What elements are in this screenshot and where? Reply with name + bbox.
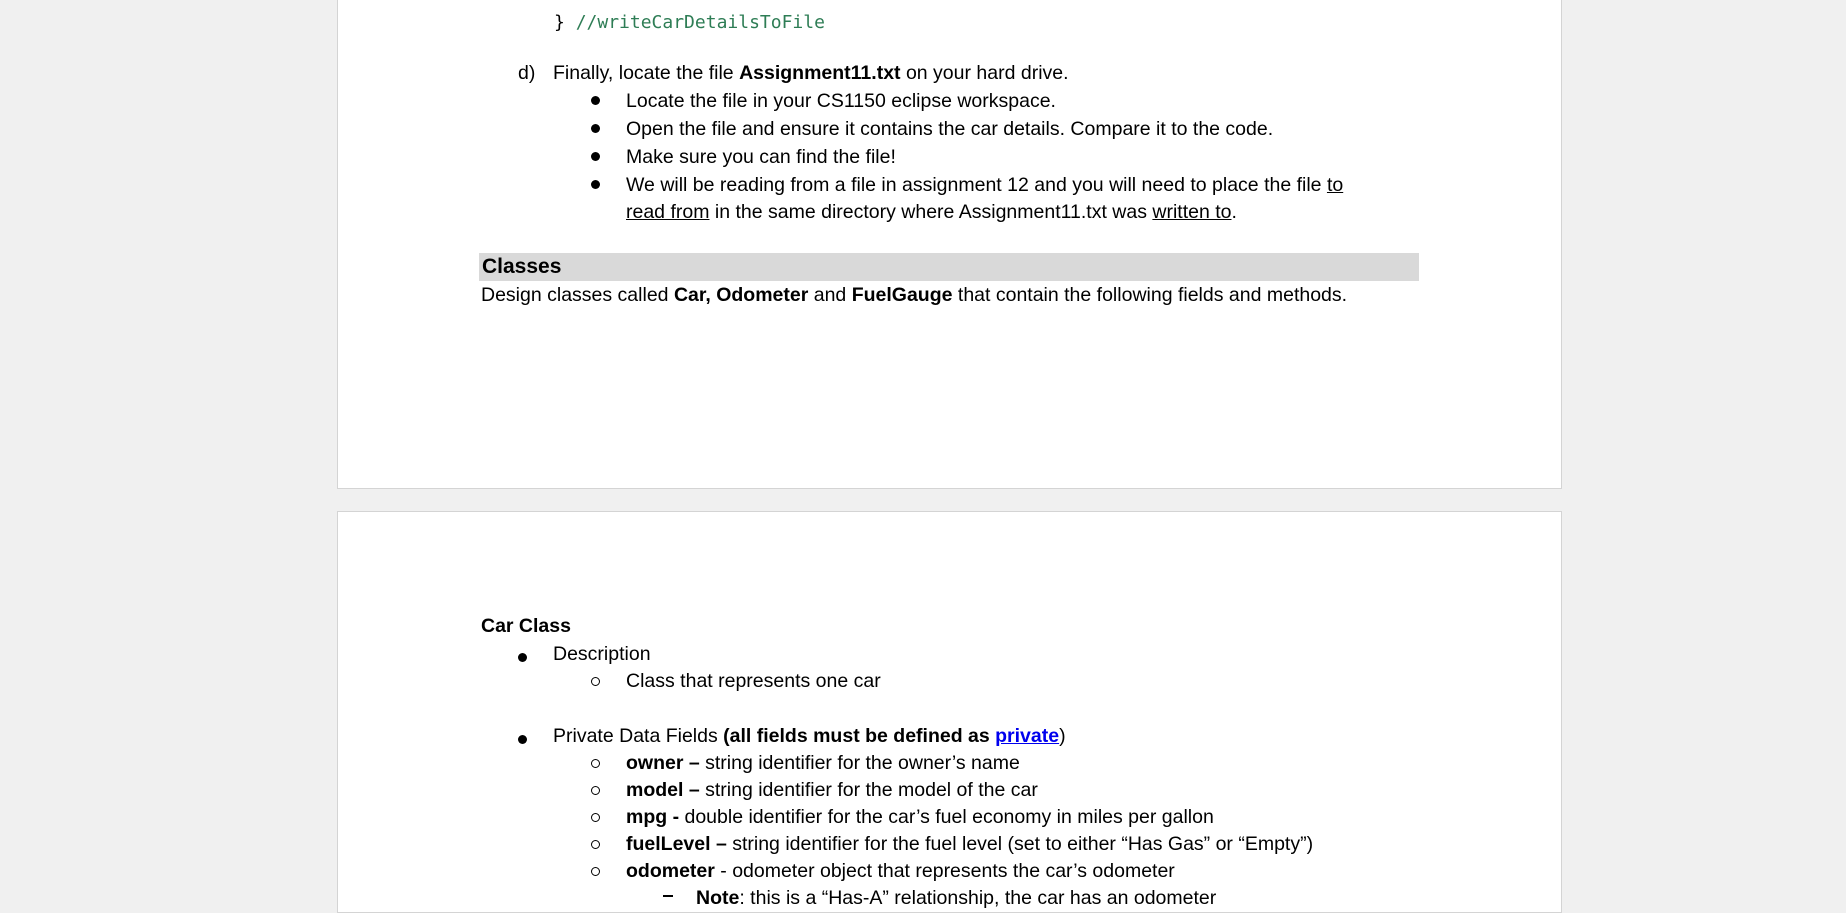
dash-bullet-icon <box>663 895 673 897</box>
list-item: Open the file and ensure it contains the car details. Compare it to the code. <box>626 118 1274 140</box>
private-link[interactable]: private <box>995 725 1060 747</box>
description-item: Class that represents one car <box>626 670 881 692</box>
field-item: owner – string identifier for the owner’s name <box>626 752 1020 774</box>
list-item: Make sure you can find the file! <box>626 146 896 168</box>
filename: Assignment11.txt <box>739 62 901 84</box>
step-d-marker: d) <box>518 62 536 84</box>
classes-heading: Classes <box>482 255 562 278</box>
circle-bullet-icon <box>591 786 600 795</box>
code-comment: //writeCarDetailsToFile <box>575 12 825 33</box>
field-item: odometer - odometer object that represents the car’s odometer <box>626 860 1175 882</box>
circle-bullet-icon <box>591 867 600 876</box>
document-page-1 <box>337 0 1562 489</box>
field-item: fuelLevel – string identifier for the fuel level (set to either “Has Gas” or “Empty”) <box>626 833 1314 855</box>
step-d-text: Finally, locate the file Assignment11.txt on your hard drive. <box>553 62 1069 84</box>
document-page-2 <box>337 511 1562 913</box>
bullet-icon <box>591 96 600 105</box>
bullet-icon <box>518 735 527 744</box>
classes-intro: Design classes called Car, Odometer and FuelGauge that contain the following fields and methods. <box>481 284 1348 306</box>
field-item: mpg - double identifier for the car’s fuel economy in miles per gallon <box>626 806 1214 828</box>
list-item-continuation: read from in the same directory where Assignment11.txt was written to. <box>626 201 1237 223</box>
list-item: Locate the file in your CS1150 eclipse workspace. <box>626 90 1056 112</box>
circle-bullet-icon <box>591 759 600 768</box>
bullet-icon <box>518 653 527 662</box>
circle-bullet-icon <box>591 840 600 849</box>
private-fields-label: Private Data Fields (all fields must be defined as private) <box>553 725 1066 747</box>
car-class-heading: Car Class <box>481 615 571 637</box>
code-line <box>554 11 825 35</box>
field-note: Note: this is a “Has-A” relationship, the car has an odometer <box>696 887 1217 909</box>
list-item: We will be reading from a file in assignment 12 and you will need to place the file to <box>626 174 1344 196</box>
field-item: model – string identifier for the model of the car <box>626 779 1038 801</box>
circle-bullet-icon <box>591 677 600 686</box>
bullet-icon <box>591 180 600 189</box>
heading-shading <box>479 253 1419 281</box>
bullet-icon <box>591 124 600 133</box>
circle-bullet-icon <box>591 813 600 822</box>
bullet-icon <box>591 152 600 161</box>
description-label: Description <box>553 643 651 665</box>
code-brace: } <box>554 12 565 33</box>
